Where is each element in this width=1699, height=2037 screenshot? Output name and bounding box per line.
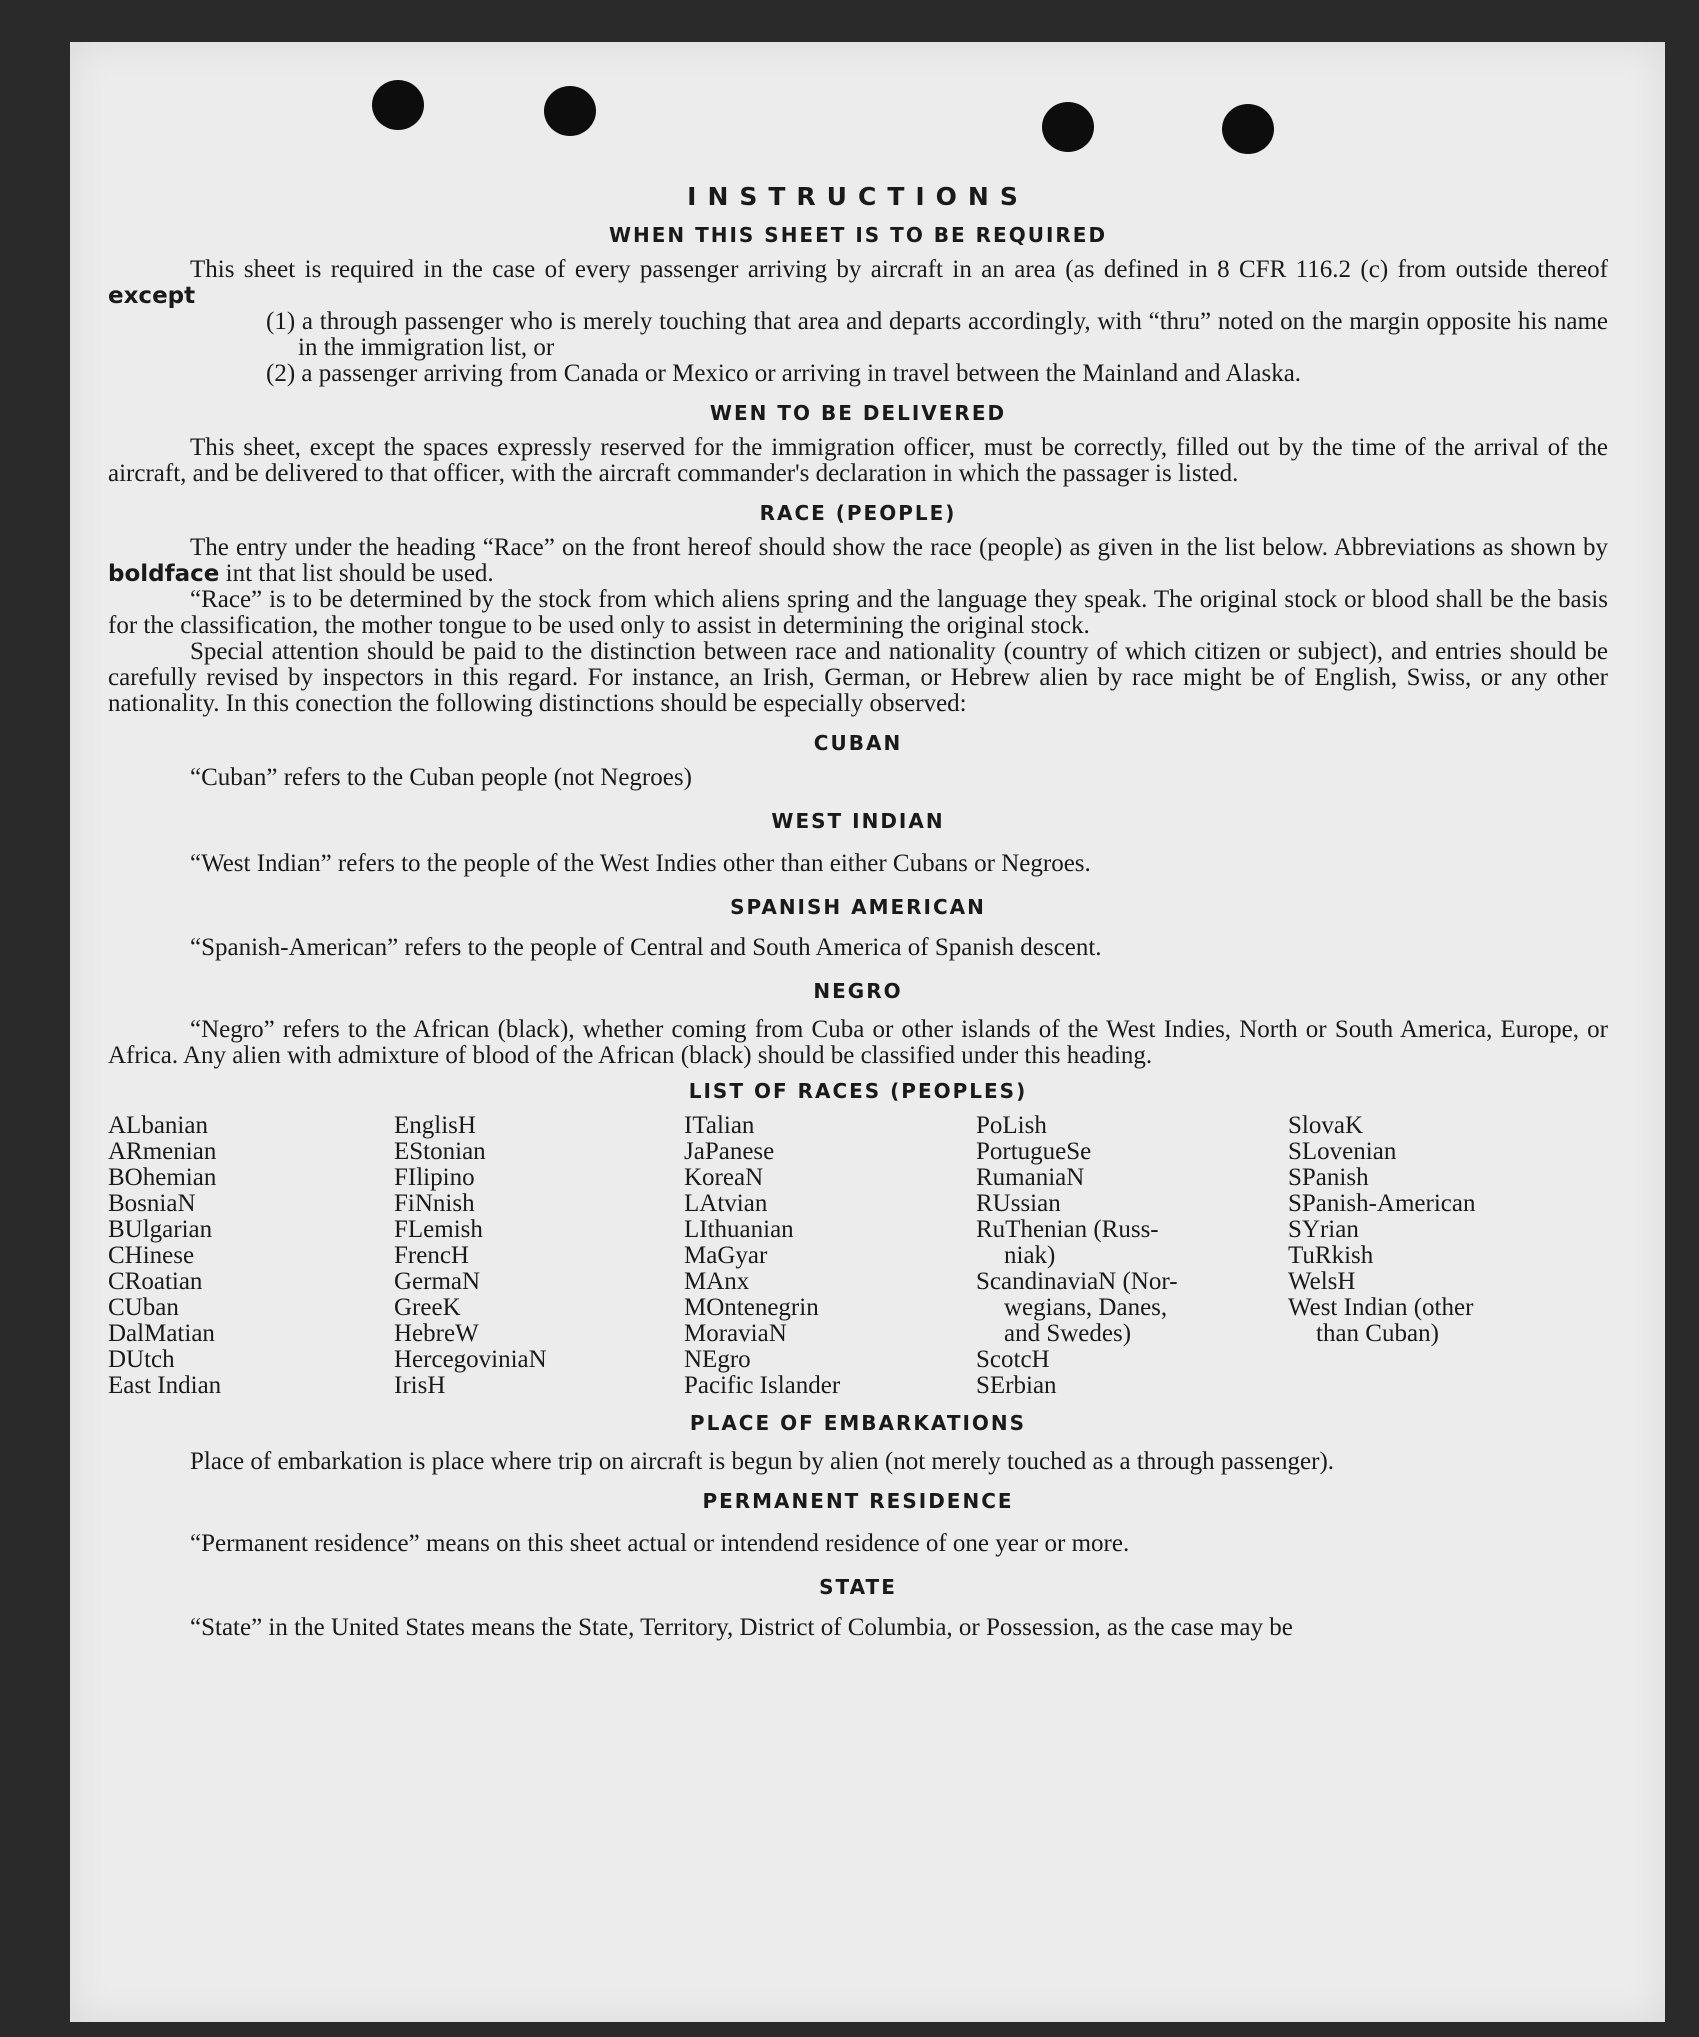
bold-boldface: boldface — [108, 561, 220, 587]
race-item: FIlipino — [394, 1164, 475, 1191]
race-item: KoreaN — [684, 1164, 764, 1191]
heading-west-indian: WEST INDIAN — [771, 809, 945, 833]
item-1: (1) a through passenger who is merely touching that area and departs accordingly, with “thru” noted on the margin opposite his name in the immigration list, or — [266, 308, 1608, 361]
race-item: NEgro — [684, 1346, 751, 1373]
heading-embarkation: PLACE OF EMBARKATIONS — [689, 1411, 1027, 1435]
instructions-content — [108, 182, 1608, 1641]
race-item: LIthuanian — [684, 1216, 794, 1243]
paragraph-permanent-residence: “Permanent residence” means on this sheet actual or intendend residence of one year or more. — [190, 1530, 1130, 1557]
race-item: and Swedes) — [1004, 1320, 1132, 1347]
page-title: INSTRUCTIONS — [687, 182, 1029, 211]
heading-when-required: WHEN THIS SHEET IS TO BE REQUIRED — [608, 223, 1108, 247]
race-item: ScotcH — [976, 1346, 1050, 1373]
item-2: (2) a passenger arriving from Canada or Mexico or arriving in travel between the Mainland and Alaska. — [266, 360, 1302, 387]
race-item: BUlgarian — [108, 1216, 213, 1243]
heading-state: STATE — [819, 1575, 897, 1599]
races-column-4 — [976, 1113, 1288, 1399]
paragraph-negro: “Negro” refers to the African (black), whether coming from Cuba or other islands of the West Indies, North or South America, Europe, or Africa. Any alien with admixture of blood of the African (black) should be classified under this heading. — [108, 1016, 1608, 1069]
race-item: niak) — [1004, 1242, 1056, 1269]
paragraph-cuban: “Cuban” refers to the Cuban people (not Negroes) — [190, 764, 692, 791]
heading-race: RACE (PEOPLE) — [759, 501, 957, 525]
races-column-3 — [684, 1113, 976, 1399]
race-item: IrisH — [394, 1372, 446, 1399]
race-item: than Cuban) — [1316, 1320, 1439, 1347]
race-item: ScandinaviaN (Nor- — [976, 1268, 1178, 1295]
race-item: ARmenian — [108, 1138, 217, 1165]
punch-hole — [1222, 104, 1274, 154]
race-item: FLemish — [394, 1216, 483, 1243]
race-item: SlovaK — [1288, 1112, 1363, 1139]
heading-permanent-residence: PERMANENT RESIDENCE — [702, 1489, 1014, 1513]
race-item: MAnx — [684, 1268, 750, 1295]
race-item: West Indian (other — [1288, 1294, 1474, 1321]
race-item: CHinese — [108, 1242, 195, 1269]
race-item: GermaN — [394, 1268, 481, 1295]
race-item: JaPanese — [684, 1138, 775, 1165]
paragraph-race-1: The entry under the heading “Race” on the front hereof should show the race (people) as given in the list below. Abbreviations as shown by boldface int that list should be used. — [108, 534, 1608, 587]
race-item: East Indian — [108, 1372, 222, 1399]
race-item: DUtch — [108, 1346, 175, 1373]
race-item: MoraviaN — [684, 1320, 787, 1347]
race-item: WelsH — [1288, 1268, 1356, 1295]
race-item: BosniaN — [108, 1190, 196, 1217]
race-item: SYrian — [1288, 1216, 1359, 1243]
races-column-5 — [1288, 1113, 1548, 1399]
paragraph-state: “State” in the United States means the State, Territory, District of Columbia, or Possession, as the case may be — [190, 1614, 1293, 1641]
races-column-2 — [394, 1113, 684, 1399]
race-item: SPanish — [1288, 1164, 1369, 1191]
race-item: Pacific Islander — [684, 1372, 841, 1399]
race-item: wegians, Danes, — [1004, 1294, 1168, 1321]
race-item: PortugueSe — [976, 1138, 1092, 1165]
race-item: RUssian — [976, 1190, 1061, 1217]
paragraph-race-2: “Race” is to be determined by the stock from which aliens spring and the language they speak. The original stock or blood shall be the basis for the classification, the mother tongue to be used only to assist in determining the original stock. — [108, 586, 1608, 639]
race-item: FrencH — [394, 1242, 469, 1269]
punch-hole — [372, 80, 424, 130]
paragraph-west-indian: “West Indian” refers to the people of the West Indies other than either Cubans or Negroes. — [190, 850, 1091, 877]
race-item: ITalian — [684, 1112, 755, 1139]
punch-hole — [1042, 102, 1094, 152]
punch-hole — [544, 86, 596, 136]
bold-except: except — [108, 283, 196, 309]
race-item: RuThenian (Russ- — [976, 1216, 1159, 1243]
paragraph-spanish-american: “Spanish-American” refers to the people of Central and South America of Spanish descent. — [190, 934, 1102, 961]
race-item: SPanish-American — [1288, 1190, 1476, 1217]
race-item: PoLish — [976, 1112, 1047, 1139]
race-item: EnglisH — [394, 1112, 476, 1139]
document-sheet — [70, 42, 1665, 2022]
race-item: HebreW — [394, 1320, 479, 1347]
heading-when-delivered: WEN TO BE DELIVERED — [709, 401, 1007, 425]
race-item: BOhemian — [108, 1164, 217, 1191]
heading-negro: NEGRO — [813, 979, 903, 1003]
paragraph-when-required: This sheet is required in the case of every passenger arriving by aircraft in an area (as defined in 8 CFR 116.2 (c) from outside thereof except — [108, 256, 1608, 309]
paragraph-when-delivered: This sheet, except the spaces expressly reserved for the immigration officer, must be correctly, filled out by the time of the arrival of the aircraft, and be delivered to that officer, with the aircraft commander's declaration in which the passager is listed. — [108, 434, 1608, 487]
race-item: MOntenegrin — [684, 1294, 819, 1321]
heading-cuban: CUBAN — [813, 731, 903, 755]
race-item: EStonian — [394, 1138, 486, 1165]
race-item: FiNnish — [394, 1190, 475, 1217]
race-item: DalMatian — [108, 1320, 215, 1347]
race-item: LAtvian — [684, 1190, 768, 1217]
race-item: CRoatian — [108, 1268, 203, 1295]
race-item: RumaniaN — [976, 1164, 1085, 1191]
race-item: SErbian — [976, 1372, 1057, 1399]
paragraph-race-3: Special attention should be paid to the distinction between race and nationality (country of which citizen or subject), and entries should be carefully revised by inspectors in this regard. For instance, an Irish, German, or Hebrew alien by race might be of English, Swiss, or any other nationality. In this conection the following distinctions should be especially observed: — [108, 638, 1608, 717]
race-item: SLovenian — [1288, 1138, 1397, 1165]
paragraph-embarkation: Place of embarkation is place where trip on aircraft is begun by alien (not merely touched as a through passenger). — [190, 1448, 1335, 1475]
race-item: CUban — [108, 1294, 179, 1321]
race-item: TuRkish — [1288, 1242, 1374, 1269]
heading-spanish-american: SPANISH AMERICAN — [730, 895, 986, 919]
heading-list-of-races: LIST OF RACES (PEOPLES) — [688, 1079, 1028, 1103]
races-list — [108, 1113, 1608, 1399]
race-item: MaGyar — [684, 1242, 768, 1269]
race-item: GreeK — [394, 1294, 461, 1321]
race-item: HercegoviniaN — [394, 1346, 547, 1373]
race-item: ALbanian — [108, 1112, 208, 1139]
races-column-1 — [108, 1113, 394, 1399]
